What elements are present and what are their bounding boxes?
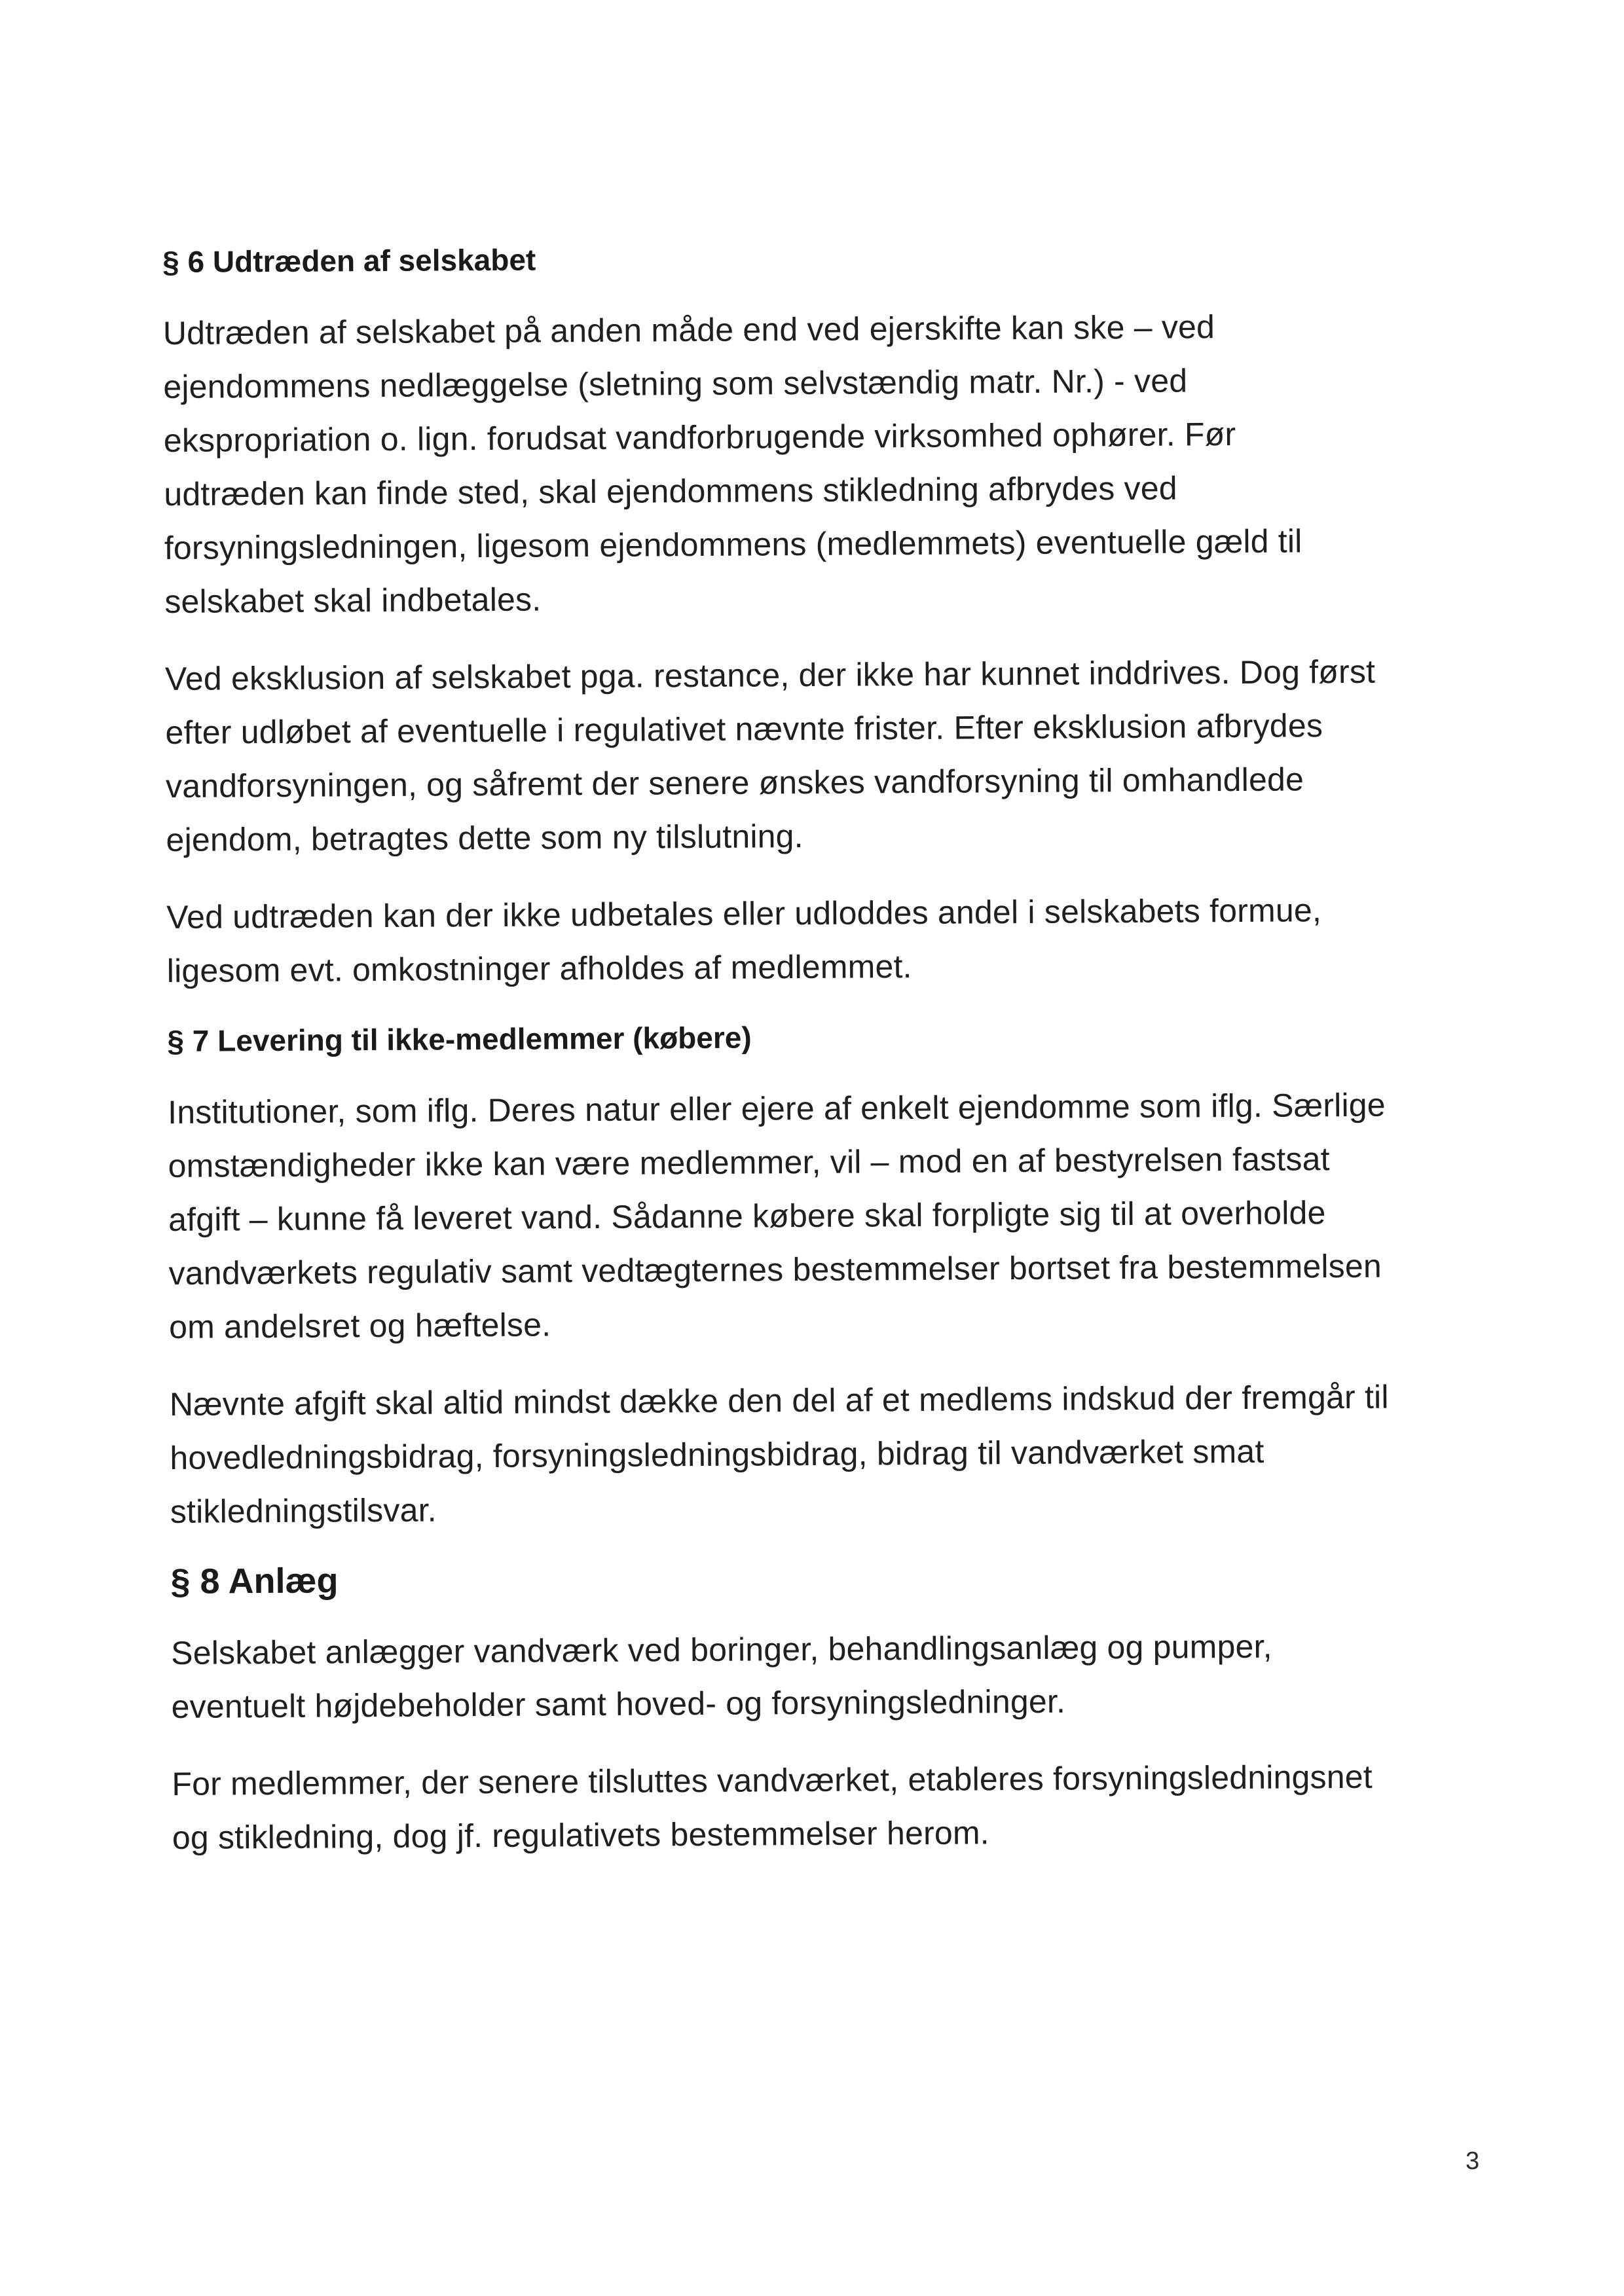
text-line: ejendommens nedlæggelse (sletning som selvstændig matr. Nr.) - ved (163, 362, 1188, 405)
section-heading: § 8 Anlæg (170, 1561, 339, 1601)
paragraph (166, 883, 1477, 998)
section-6 (162, 234, 1477, 998)
text-line: vandværkets regulativ samt vedtægternes bestemmelser bortset fra bestemmelsen (168, 1247, 1382, 1292)
text-line: For medlemmer, der senere tilsluttes vandværket, etableres forsyningsledningsnet (172, 1758, 1373, 1802)
text-line: ekspropriation o. lign. forudsat vandforbrugende virksomhed ophører. Før (163, 415, 1236, 459)
text-line: Ved udtræden kan der ikke udbetales eller udloddes andel i selskabets formue, (166, 892, 1322, 936)
text-line: efter udløbet af eventuelle i regulativet nævnte frister. Efter eksklusion afbrydes (165, 707, 1323, 751)
text-line: vandforsyningen, og såfremt der senere ønskes vandforsyning til omhandlede (165, 761, 1304, 805)
text-line: hovedledningsbidrag, forsyningsledningsbidrag, bidrag til vandværket smat (170, 1432, 1264, 1476)
section-7 (167, 1013, 1480, 1539)
text-line: selskabet skal indbetales. (164, 581, 542, 620)
paragraph (170, 1370, 1480, 1539)
section-heading: § 6 Udtræden af selskabet (162, 242, 536, 279)
page-number: 3 (1466, 2147, 1480, 2175)
section-8 (170, 1554, 1482, 1865)
text-line: ligesom evt. omkostninger afholdes af medlemmet. (166, 948, 912, 989)
text-line: Ved eksklusion af selskabet pga. restance, der ikke har kunnet inddrives. Dog først (164, 653, 1376, 697)
paragraph (172, 1749, 1482, 1865)
text-line: Nævnte afgift skal altid mindst dække den del af et medlems indskud der fremgår til (169, 1378, 1389, 1423)
paragraph (163, 299, 1475, 629)
paragraph (171, 1618, 1481, 1734)
text-line: ejendom, betragtes dette som ny tilslutning. (166, 818, 803, 858)
text-line: og stikledning, dog jf. regulativets bestemmelser herom. (172, 1814, 989, 1856)
text-line: omstændigheder ikke kan være medlemmer, vil – mod en af bestyrelsen fastsat (168, 1140, 1330, 1184)
text-line: forsyningsledningen, ligesom ejendommens (medlemmets) eventuelle gæld til (164, 522, 1302, 566)
text-line: eventuelt højdebeholder samt hoved- og forsyningsledninger. (171, 1683, 1066, 1725)
text-line: stikledningstilsvar. (170, 1491, 437, 1530)
text-line: om andelsret og hæftelse. (168, 1306, 551, 1345)
text-line: afgift – kunne få leveret vand. Sådanne købere skal forpligte sig til at overholde (168, 1194, 1326, 1238)
page-content (162, 234, 1482, 1888)
section-heading: § 7 Levering til ikke-medlemmer (købere) (167, 1020, 752, 1058)
text-line: Udtræden af selskabet på anden måde end ved ejerskifte kan ske – ved (162, 308, 1215, 352)
paragraph (168, 1078, 1479, 1354)
text-line: Selskabet anlægger vandværk ved boringer, behandlingsanlæg og pumper, (170, 1628, 1272, 1671)
text-line: udtræden kan finde sted, skal ejendommens stikledning afbrydes ved (164, 469, 1177, 513)
paragraph (165, 644, 1476, 867)
text-line: Institutioner, som iflg. Deres natur eller ejere af enkelt ejendomme som iflg. Særlige (167, 1086, 1386, 1131)
